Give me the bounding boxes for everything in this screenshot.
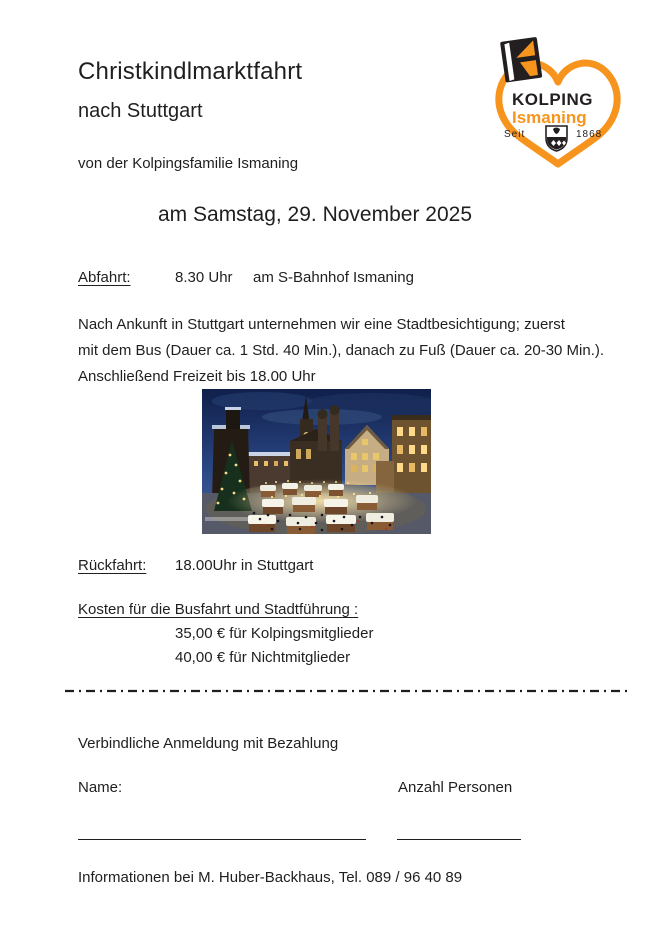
page-title: Christkindlmarktfahrt — [78, 58, 303, 85]
costs-heading: Kosten für die Busfahrt und Stadtführung : — [78, 601, 359, 618]
ismaning-crest-icon — [546, 126, 567, 151]
name-signature-line — [78, 839, 366, 840]
return-details: 18.00Uhr in Stuttgart — [175, 557, 314, 574]
trip-description — [78, 312, 623, 390]
contact-info-line: Informationen bei M. Huber-Backhaus, Tel. 089 / 96 40 89 — [78, 869, 463, 886]
departure-time: 8.30 Uhr — [175, 269, 233, 286]
logo-seit-label: Seit — [504, 129, 526, 140]
trip-description-line: Nach Ankunft in Stuttgart unternehmen wir eine Stadtbesichtigung; zuerst — [78, 316, 565, 333]
cut-line — [65, 688, 630, 694]
trip-description-line: mit dem Bus (Dauer ca. 1 Std. 40 Min.), danach zu Fuß (Dauer ca. 20-30 Min.). — [78, 342, 605, 359]
logo-founding-year: 1868 — [576, 129, 603, 140]
costs-nonmember-price: 40,00 € für Nichtmitglieder — [175, 649, 351, 666]
logo-org-name: KOLPING — [512, 90, 593, 109]
departure-label: Abfahrt: — [78, 269, 131, 286]
kolping-ismaning-logo — [478, 30, 643, 170]
trip-description-line: Anschließend Freizeit bis 18.00 Uhr — [78, 368, 316, 385]
name-label: Name: — [78, 779, 123, 796]
page-subtitle-destination: nach Stuttgart — [78, 100, 203, 122]
event-date-line: am Samstag, 29. November 2025 — [158, 203, 472, 226]
christmas-market-photo — [202, 389, 431, 534]
registration-heading: Verbindliche Anmeldung mit Bezahlung — [78, 735, 339, 752]
costs-member-price: 35,00 € für Kolpingsmitglieder — [175, 625, 374, 642]
persons-signature-line — [397, 839, 521, 840]
organizer-line: von der Kolpingsfamilie Ismaning — [78, 155, 299, 172]
kolping-k-icon — [500, 37, 542, 83]
persons-label: Anzahl Personen — [398, 779, 513, 796]
return-label: Rückfahrt: — [78, 557, 147, 574]
logo-place-name: Ismaning — [512, 108, 587, 127]
departure-place: am S-Bahnhof Ismaning — [253, 269, 414, 286]
